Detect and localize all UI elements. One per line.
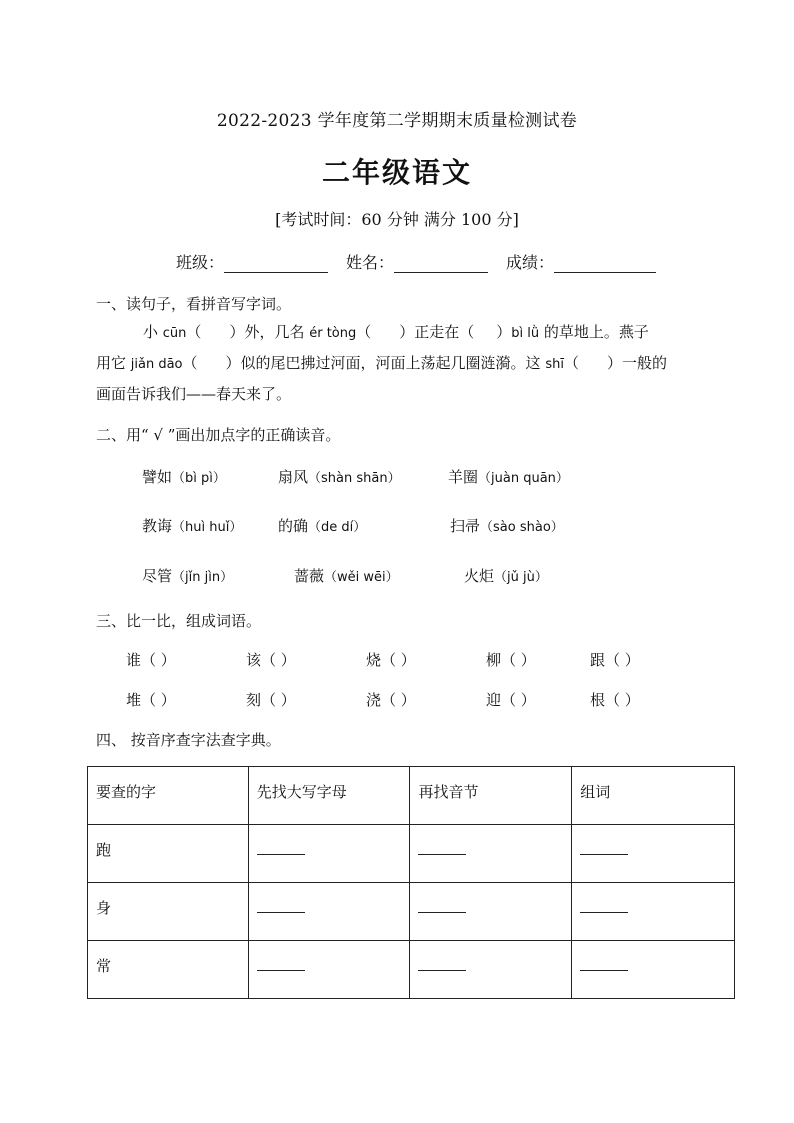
choice-pinyin: （jǔ jù） xyxy=(494,570,548,585)
choice-word: 教诲 xyxy=(142,517,173,535)
table-row xyxy=(88,825,735,883)
fill-blank[interactable] xyxy=(418,912,466,913)
character-cell xyxy=(88,883,249,941)
fill-blank[interactable] xyxy=(418,970,466,971)
compose-word-item[interactable]: 浇（ ） xyxy=(366,691,416,709)
student-info-row xyxy=(176,250,656,273)
exam-title: 2022-2023 学年度第二学期期末质量检测试卷 xyxy=(216,111,578,131)
compose-word-item[interactable]: 该（ ） xyxy=(246,651,296,669)
choice-word: 蔷薇 xyxy=(294,567,325,585)
compose-word-item[interactable]: 跟（ ） xyxy=(590,651,640,669)
answer-cell[interactable] xyxy=(248,825,410,883)
choice-pinyin: （jǐn jìn） xyxy=(172,570,234,585)
fill-blank[interactable] xyxy=(257,912,305,913)
table-row xyxy=(88,883,735,941)
compose-word-item[interactable]: 谁（ ） xyxy=(126,651,176,669)
fill-blank[interactable] xyxy=(418,854,466,855)
answer-cell[interactable] xyxy=(248,883,410,941)
compose-word-item[interactable]: 根（ ） xyxy=(590,691,640,709)
paren-open: （ xyxy=(356,323,372,341)
character: 跑 xyxy=(96,841,112,859)
section1-line-1 xyxy=(143,321,649,342)
header-label: 先找大写字母 xyxy=(256,783,347,801)
header-label: 要查的字 xyxy=(96,783,157,801)
choice-pinyin: （sào shào） xyxy=(480,520,564,535)
score-blank[interactable] xyxy=(554,254,656,273)
choice-pinyin: （juàn quān） xyxy=(478,471,569,486)
section1-heading: 一、读句子，看拼音写字词。 xyxy=(96,295,292,313)
text: ）似的尾巴拂过河面，河面上荡起几圈涟漪。这 xyxy=(225,354,546,372)
choice-item[interactable] xyxy=(142,565,233,586)
choice-item[interactable] xyxy=(450,515,564,536)
character-cell xyxy=(88,825,249,883)
paren-close: ） xyxy=(496,323,512,341)
class-label: 班级： xyxy=(176,253,225,272)
name-label: 姓名： xyxy=(346,253,395,272)
table-header-row xyxy=(88,767,735,825)
compose-word-item[interactable]: 堆（ ） xyxy=(126,691,176,709)
pinyin-jiandao: jiǎn dāo xyxy=(130,357,183,372)
compose-word-item[interactable]: 柳（ ） xyxy=(486,651,536,669)
choice-item[interactable] xyxy=(142,466,226,487)
answer-cell[interactable] xyxy=(248,941,410,999)
choice-pinyin: （wěi wēi） xyxy=(324,570,399,585)
choice-word: 扇风 xyxy=(278,468,309,486)
text: 用它 xyxy=(96,354,131,372)
pinyin-shi: shī xyxy=(545,357,564,372)
pinyin-cun: cūn xyxy=(162,326,187,341)
answer-cell[interactable] xyxy=(572,825,735,883)
choice-item[interactable] xyxy=(294,565,399,586)
fill-blank[interactable] xyxy=(580,970,628,971)
subject-title: 二年级语文 xyxy=(321,156,472,189)
choice-pinyin: （de dí） xyxy=(308,520,367,535)
answer-cell[interactable] xyxy=(410,883,572,941)
class-blank[interactable] xyxy=(224,254,328,273)
choice-word: 扫帚 xyxy=(450,517,481,535)
choice-item[interactable] xyxy=(142,515,242,536)
section4-heading: 四、 按音序查字法查字典。 xyxy=(96,731,281,749)
text: ）外，几名 xyxy=(229,323,310,341)
choice-item[interactable] xyxy=(448,466,569,487)
section1-line-2 xyxy=(96,352,667,373)
paren-open: （ xyxy=(563,354,579,372)
section3-heading: 三、比一比，组成词语。 xyxy=(96,612,262,630)
choice-word: 的确 xyxy=(278,517,309,535)
fill-blank[interactable] xyxy=(580,854,628,855)
paren-open: （ xyxy=(182,354,198,372)
choice-pinyin: （huì huǐ） xyxy=(172,520,243,535)
column-header xyxy=(248,767,410,825)
dictionary-table xyxy=(87,766,735,999)
compose-word-item[interactable]: 刻（ ） xyxy=(246,691,296,709)
pinyin-ertong: ér tòng xyxy=(309,326,357,341)
answer-cell[interactable] xyxy=(410,941,572,999)
fill-blank[interactable] xyxy=(257,854,305,855)
score-label: 成绩： xyxy=(506,253,555,272)
pinyin-bilv: bì lǜ xyxy=(511,326,540,341)
choice-word: 火炬 xyxy=(464,567,495,585)
answer-cell[interactable] xyxy=(572,883,735,941)
choice-pinyin: （bì pì） xyxy=(172,471,226,486)
text: 画面告诉我们——春天来了。 xyxy=(96,385,292,403)
character-cell xyxy=(88,941,249,999)
section1-line-3 xyxy=(96,383,291,404)
text: 小 xyxy=(143,323,163,341)
compose-word-item[interactable]: 烧（ ） xyxy=(366,651,416,669)
header-label: 组词 xyxy=(580,783,611,801)
text: ）一般的 xyxy=(606,354,667,372)
character: 身 xyxy=(96,899,112,917)
column-header xyxy=(88,767,249,825)
choice-item[interactable] xyxy=(278,515,366,536)
name-blank[interactable] xyxy=(394,254,488,273)
section2-heading: 二、用“ √ ”画出加点字的正确读音。 xyxy=(96,426,341,444)
choice-item[interactable] xyxy=(464,565,548,586)
choice-item[interactable] xyxy=(278,466,401,487)
choice-word: 譬如 xyxy=(142,468,173,486)
compose-word-item[interactable]: 迎（ ） xyxy=(486,691,536,709)
character: 常 xyxy=(96,957,112,975)
choice-word: 尽管 xyxy=(142,567,173,585)
exam-info: [考试时间：60 分钟 满分 100 分] xyxy=(275,210,519,229)
answer-cell[interactable] xyxy=(572,941,735,999)
fill-blank[interactable] xyxy=(257,970,305,971)
column-header xyxy=(410,767,572,825)
fill-blank[interactable] xyxy=(580,912,628,913)
choice-word: 羊圈 xyxy=(448,468,479,486)
paren-open: （ xyxy=(186,323,202,341)
column-header xyxy=(572,767,735,825)
choice-pinyin: （shàn shān） xyxy=(308,471,401,486)
table-row xyxy=(88,941,735,999)
text: 的草地上。燕子 xyxy=(539,323,649,341)
text: ）正走在（ xyxy=(399,323,475,341)
header-label: 再找音节 xyxy=(418,783,479,801)
answer-cell[interactable] xyxy=(410,825,572,883)
